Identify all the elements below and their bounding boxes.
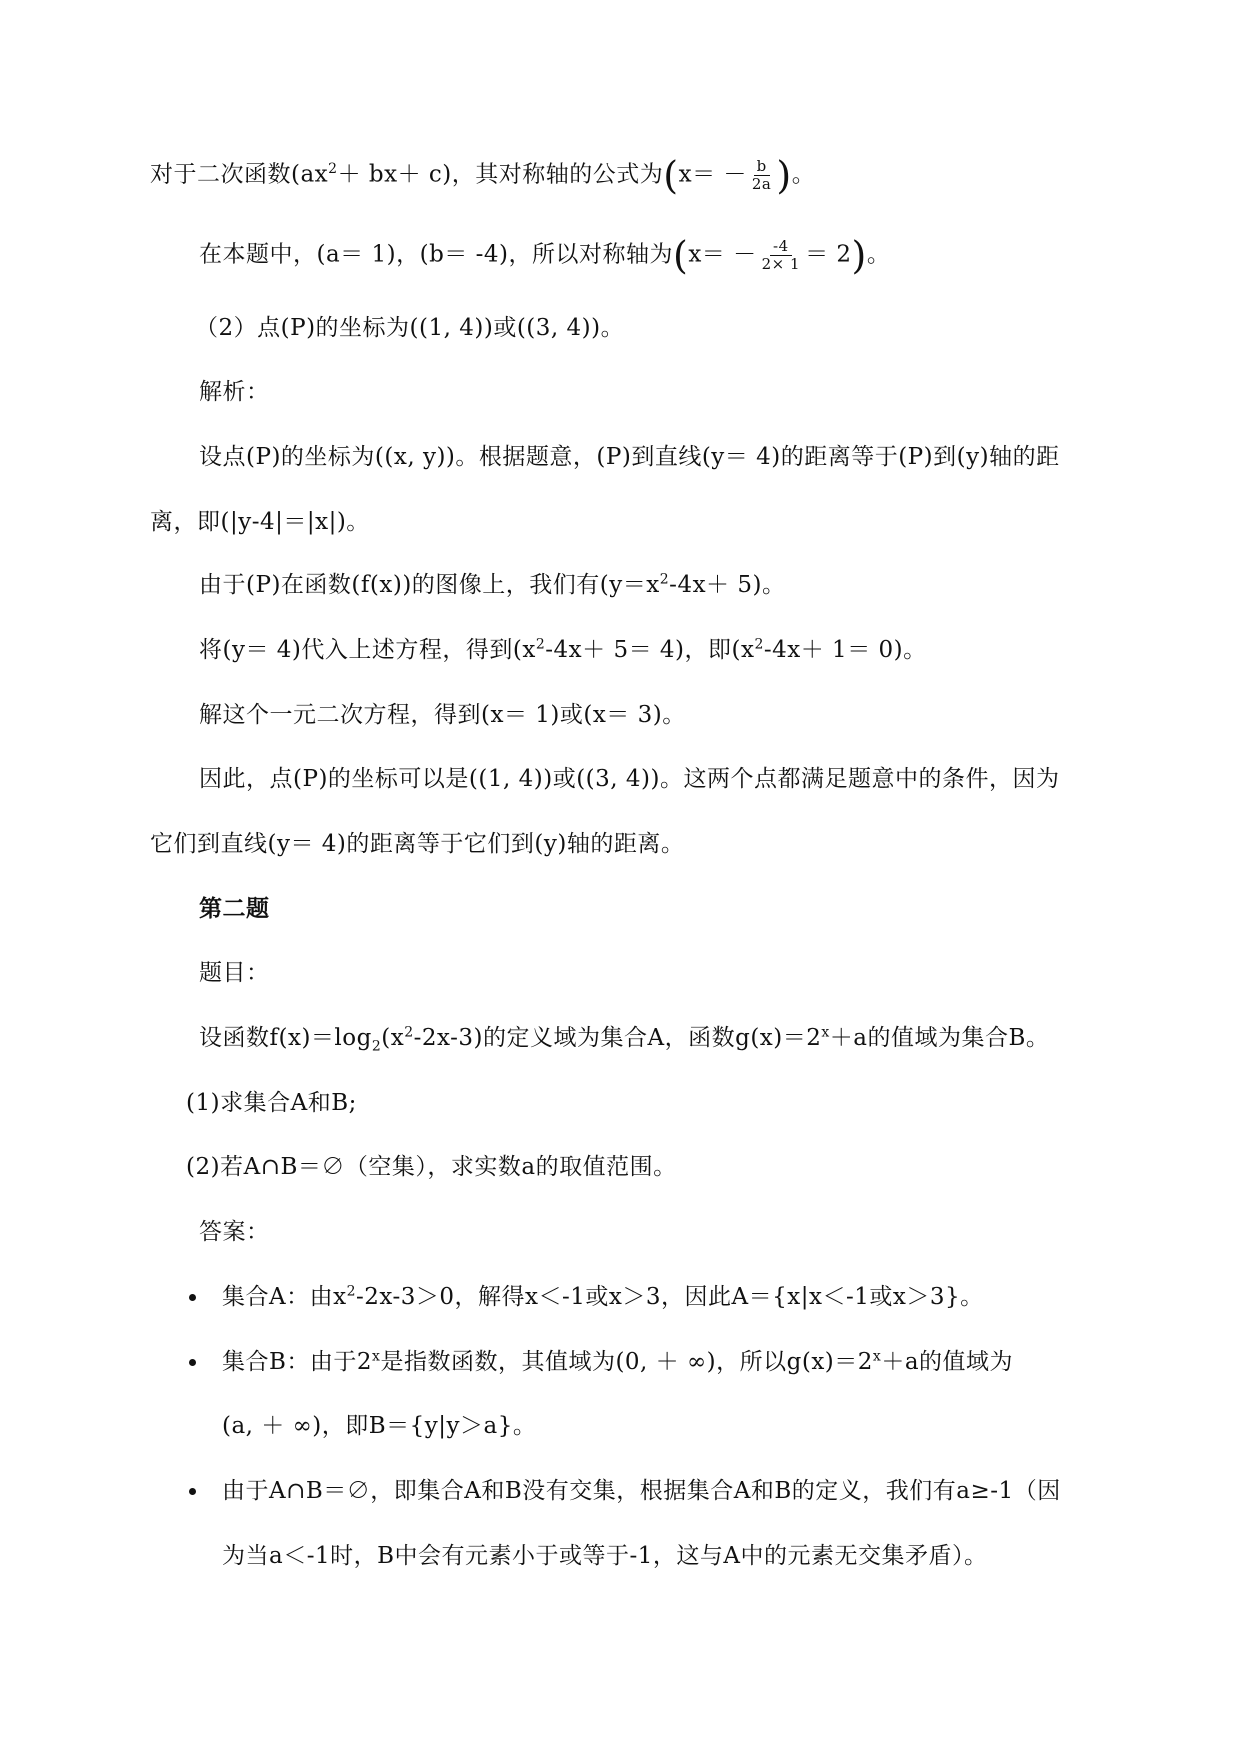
function-text-b: -4x＋ 5)。	[669, 572, 786, 598]
set-point-line-2: 离，即(|y-4|＝|x|)。	[150, 509, 370, 535]
left-paren: (	[673, 233, 689, 278]
problem-part-2: (2)若A∩B＝∅（空集），求实数a的取值范围。	[186, 1154, 677, 1180]
substitution-intro: 在本题中，(a＝ 1)，(b＝ -4)，所以对称轴为	[199, 241, 673, 268]
superscript: 2	[754, 636, 764, 653]
statement-text-d: ＋a的值域为集合B。	[829, 1025, 1050, 1051]
formula-mid: ＋ bx＋ c)，其对称轴的公式为	[337, 161, 664, 188]
bullet-dot	[189, 1488, 196, 1495]
right-paren: )	[851, 233, 867, 278]
superscript: x	[872, 1348, 882, 1365]
superscript: 2	[659, 571, 670, 588]
substitution-rhs: ＝ 2	[805, 241, 852, 268]
left-paren: (	[663, 153, 679, 198]
fraction-minus4-over-2x1	[759, 238, 803, 273]
formula-end: 。	[791, 161, 816, 188]
superscript: 2	[328, 160, 338, 177]
substitution-lhs: x＝ －	[688, 241, 757, 268]
fraction-denominator: 2a	[751, 175, 772, 193]
superscript: 2	[346, 1283, 357, 1300]
formula-intro: 对于二次函数(ax	[150, 161, 329, 188]
superscript: 2	[404, 1024, 414, 1041]
substitute-text-a: 将(y＝ 4)代入上述方程，得到(x	[199, 637, 536, 663]
fraction-denominator: 2× 1	[761, 255, 801, 273]
function-text-a: 由于(P)在函数(f(x))的图像上，我们有(y＝x	[199, 572, 660, 598]
fraction-b-over-2a	[749, 158, 775, 193]
superscript: 2	[535, 636, 546, 653]
bullet2-text-a: 集合B：由于2	[222, 1349, 373, 1375]
substitute-text-c: -4x＋ 1＝ 0)。	[763, 637, 927, 663]
bullet-set-a	[222, 1281, 984, 1313]
bullet2-text-b: 是指数函数，其值域为(0, ＋ ∞)，所以g(x)＝2	[380, 1349, 873, 1375]
bullet-set-b-line-1	[222, 1346, 1013, 1378]
formula-line	[150, 153, 816, 198]
statement-text-b: (x	[381, 1025, 405, 1051]
topic-label: 题目：	[199, 960, 270, 986]
conclusion-line-1: 因此，点(P)的坐标可以是((1, 4))或((3, 4))。这两个点都满足题意中的条件，因为	[199, 766, 1060, 792]
answer-label: 答案：	[199, 1219, 270, 1245]
bullet1-text-b: -2x-3＞0，解得x＜-1或x＞3，因此A＝{x|x＜-1或x＞3}。	[356, 1284, 984, 1310]
fraction-numerator: -4	[770, 238, 792, 256]
substitution-line	[199, 233, 891, 278]
bullet-range-line-1: 由于A∩B＝∅，即集合A和B没有交集，根据集合A和B的定义，我们有a≥-1（因	[222, 1478, 1061, 1504]
part2-answer: （2）点(P)的坐标为((1, 4))或((3, 4))。	[195, 315, 625, 341]
bullet-range-line-2: 为当a＜-1时，B中会有元素小于或等于-1，这与A中的元素无交集矛盾）。	[222, 1543, 988, 1569]
solve-line: 解这个一元二次方程，得到(x＝ 1)或(x＝ 3)。	[199, 702, 686, 728]
right-paren: )	[776, 153, 792, 198]
superscript: x	[821, 1024, 830, 1041]
statement-text-c: -2x-3)的定义域为集合A，函数g(x)＝2	[413, 1025, 822, 1051]
superscript: x	[372, 1348, 381, 1365]
problem-statement	[199, 1022, 1049, 1054]
bullet-dot	[189, 1294, 196, 1301]
subscript: 2	[371, 1038, 382, 1055]
bullet1-text-a: 集合A：由x	[222, 1284, 347, 1310]
bullet-dot	[189, 1359, 196, 1366]
substitution-end: 。	[866, 241, 891, 268]
analysis-label: 解析：	[199, 379, 270, 405]
conclusion-line-2: 它们到直线(y＝ 4)的距离等于它们到(y)轴的距离。	[150, 831, 685, 857]
set-point-line-1: 设点(P)的坐标为((x, y))。根据题意，(P)到直线(y＝ 4)的距离等于(P)到(y)轴的距	[199, 444, 1060, 470]
formula-lhs: x＝ －	[678, 161, 747, 188]
bullet2-text-c: ＋a的值域为	[881, 1349, 1014, 1375]
statement-text-a: 设函数f(x)＝log	[199, 1025, 372, 1051]
function-line	[199, 569, 785, 601]
substitute-line	[199, 634, 927, 666]
fraction-numerator: b	[754, 158, 770, 176]
substitute-text-b: -4x＋ 5＝ 4)，即(x	[545, 637, 755, 663]
problem-part-1: (1)求集合A和B;	[186, 1090, 357, 1116]
section-heading: 第二题	[199, 895, 270, 922]
bullet-set-b-line-2: (a, ＋ ∞)，即B＝{y|y＞a}。	[222, 1413, 537, 1439]
